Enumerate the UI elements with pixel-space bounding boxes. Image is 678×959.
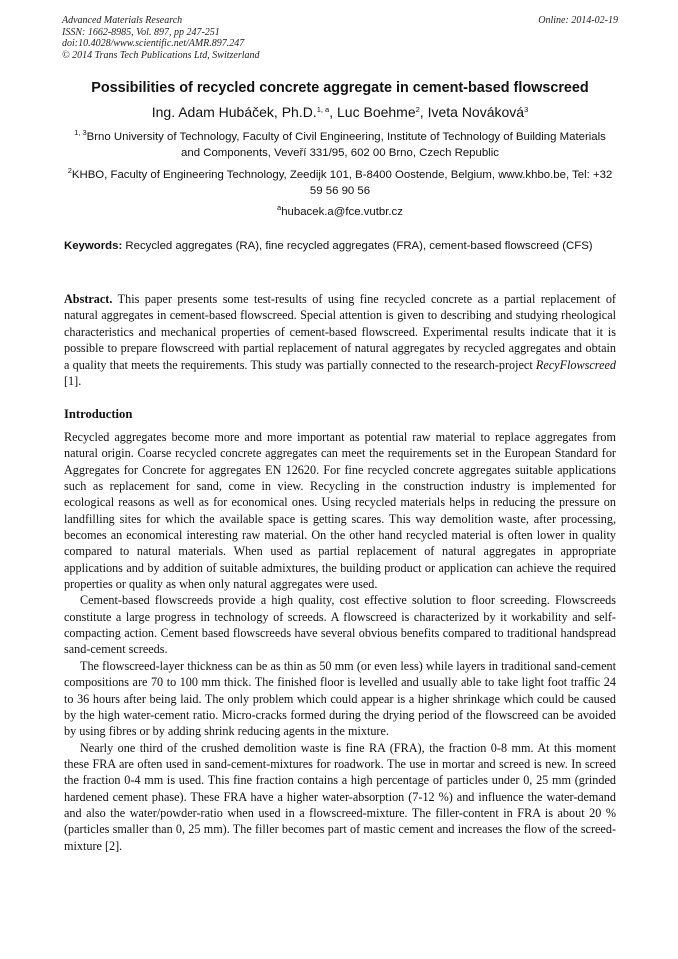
author-3: Iveta Nováková [427, 104, 525, 120]
affiliation-1-text: Brno University of Technology, Faculty of Civil Engineering, Institute of Technology of Building Materials and Components, Veveří 331/95, 602 00 Brno, Czech Republic [86, 131, 606, 159]
paragraph: The flowscreed-layer thickness can be as thin as 50 mm (or even less) while layers in traditional sand-cement compositions are 70 to 100 mm thick. The finished floor is levelled and usually able to take light foot traffic 24 to 36 hours after being laid. The only problem which could appear is a higher shrinkage which could be caused by the high water-cement ratio. Micro-cracks formed during the drying period of the flowscreed can be avoided by using fibres or by adding shrink reducing agents in the mixture. [64, 658, 616, 739]
author-1: Ing. Adam Hubáček, Ph.D. [151, 104, 317, 120]
author-list [40, 103, 640, 121]
affiliation-2-marker: 2 [67, 166, 72, 175]
affiliation-2 [64, 167, 616, 199]
author-2-affiliation: 2 [415, 105, 420, 114]
copyright-line: © 2014 Trans Tech Publications Ltd, Switzerland [62, 49, 260, 61]
online-date: Online: 2014-02-19 [538, 15, 618, 26]
keywords [64, 238, 616, 254]
paragraph: Cement-based flowscreeds provide a high quality, cost effective solution to floor screeding. Flowscreeds constitute a large progress in technology of screeds. A flowscreed is characterized by it workability and self-compacting action. Cement based flowscreeds have several obvious benefits compared to traditional handspread sand-cement screeds. [64, 593, 616, 657]
email-address: hubacek.a@fce.vutbr.cz [281, 206, 403, 218]
abstract [64, 291, 616, 389]
keywords-text: Recycled aggregates (RA), fine recycled aggregates (FRA), cement-based flowscreed (CFS) [122, 240, 593, 252]
affiliation-1-marker: 1, 3 [74, 128, 87, 137]
author-separator: , [419, 104, 428, 120]
abstract-label: Abstract. [64, 292, 113, 306]
paper-title: Possibilities of recycled concrete aggregate in cement-based flowscreed [91, 80, 589, 96]
author-2: Luc Boehme [337, 104, 416, 120]
abstract-reference: [1]. [64, 374, 82, 389]
author-1-affiliation: 1, a [316, 105, 330, 114]
doi-line: doi:10.4028/www.scientific.net/AMR.897.247 [62, 38, 245, 49]
author-separator: , [329, 104, 338, 120]
project-name: RecyFlowscreed [535, 357, 616, 372]
issn-line: ISSN: 1662-8985, Vol. 897, pp 247-251 [62, 26, 220, 38]
abstract-text: This paper presents some test-results of using fine recycled concrete as a partial replacement of natural aggregates in cement-based flowscreed. Special attention is given to describing and studying rheological characteristics and mechanical properties of cement-based flowscreed. Experimental results indicate that it is possible to prepare flowscreed with partial replacement of natural aggregates by recycled aggregates and obtain a quality that meets the requirements. This study was partially connected to the research-project [64, 292, 616, 372]
section-heading-introduction: Introduction [64, 407, 133, 421]
affiliation-2-text: KHBO, Faculty of Engineering Technology, Zeedijk 101, B-8400 Oostende, Belgium, www.khbo.be, Tel: +32 59 56 90 56 [71, 169, 613, 197]
introduction-body [64, 429, 616, 854]
email-marker: a [277, 203, 282, 212]
keywords-label: Keywords: [64, 240, 123, 252]
contact-email [64, 204, 616, 220]
paragraph: Nearly one third of the crushed demolition waste is fine RA (FRA), the fraction 0-8 mm. At this moment these FRA are often used in sand-cement-mixtures for roadwork. The use in mortar and screed is new. In screed the fraction 0-4 mm is used. This fine fraction contains a high percentage of particles under 0, 25 mm (grinded hardened cement phase). These FRA have a higher water-absorption (7-12 %) and influence the water-demand and also the water/powder-ratio when used in a flowscreed-mixture. The filler-content in FRA is about 20 % (particles smaller than 0, 25 mm). The filler becomes part of mastic cement and increases the flow of the screed-mixture [2]. [64, 740, 616, 853]
affiliation-1 [64, 129, 616, 161]
paragraph: Recycled aggregates become more and more important as potential raw material to replace aggregates from natural origin. Coarse recycled concrete aggregates can meet the requirements set in the European Standard for Aggregates for Concrete for aggregates EN 12620. For fine recycled concrete aggregates suitable applications such as replacement for sand, come in view. Recycling in the construction industry is implemented for ecological reasons as well as for economical ones. Using recycled materials helps in reducing the pressure on landfilling sites for which the available space is getting scares. This way demolition waste, after processing, becomes an economical interesting raw material. On the other hand recycled material is often lower in quality compared to natural materials. When used as partial replacement of natural aggregates in appropriate applications and by addition of suitable admixtures, the building product or application can achieve the required properties or quality as when only natural aggregates were used. [64, 430, 616, 592]
journal-header [62, 15, 618, 61]
journal-name: Advanced Materials Research [62, 15, 183, 26]
author-3-affiliation: 3 [524, 105, 529, 114]
